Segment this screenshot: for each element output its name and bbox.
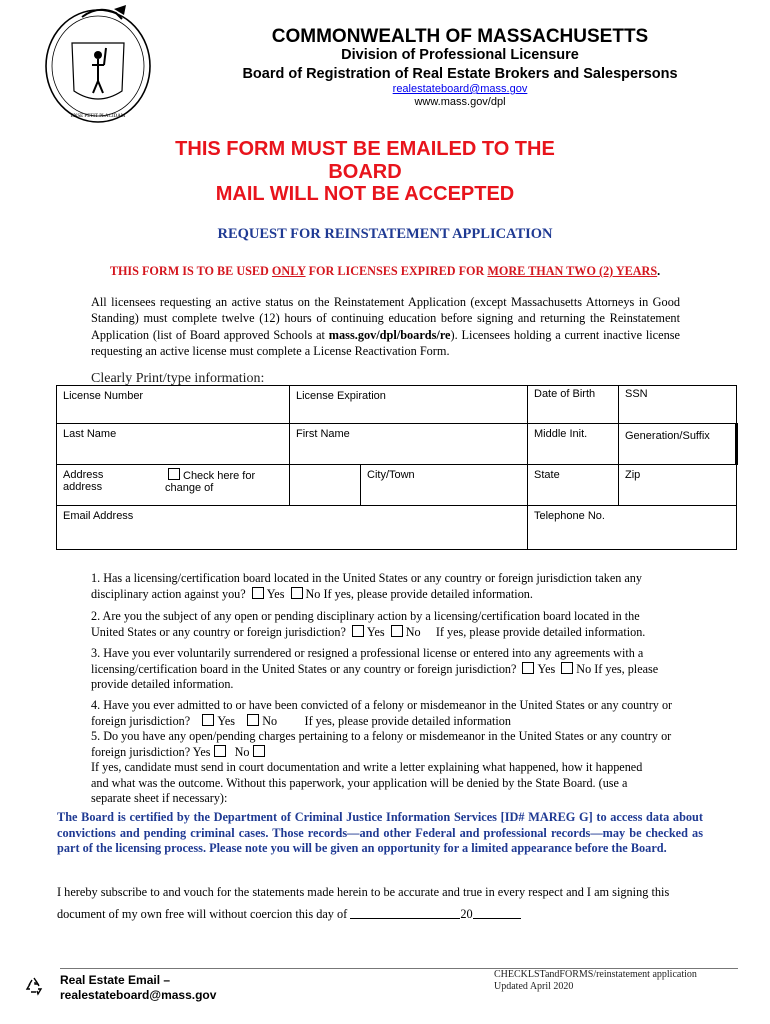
question-4: 4. Have you ever admitted to or have been convicted of a felony or misdemeanor in the United States or any country or foreign jurisdiction? Yes No If yes, please provide detailed information <box>91 698 673 728</box>
city-town-field[interactable]: City/Town <box>361 465 528 506</box>
date-of-birth-field[interactable]: Date of Birth <box>528 386 619 424</box>
state-field[interactable]: State <box>528 465 619 506</box>
year-blank[interactable] <box>473 907 521 919</box>
header-email-link[interactable]: realestateboard@mass.gov <box>392 83 528 95</box>
email-address-field[interactable]: Email Address <box>57 506 528 550</box>
change-of-address-checkbox[interactable] <box>168 468 180 480</box>
usage-notice: THIS FORM IS TO BE USED ONLY FOR LICENSES EXPIRED FOR MORE THAN TWO (2) YEARS. <box>109 264 661 278</box>
generation-suffix-field[interactable]: Generation/Suffix <box>619 424 737 465</box>
middle-init-field[interactable]: Middle Init. <box>528 424 619 465</box>
q5-yes-checkbox[interactable] <box>214 745 226 757</box>
q2-yes-checkbox[interactable] <box>352 625 364 637</box>
q2-no-checkbox[interactable] <box>391 625 403 637</box>
warning-line-3: MAIL WILL NOT BE ACCEPTED <box>215 183 515 205</box>
board-statement: The Board is certified by the Department of Criminal Justice Information Services [ID# MAREG G] to access data about convictions and pending criminal cases. Those records—and other Federal and professional records—may be checked as part of the licensing process. Please note you will be given an opportunity for a limited appearance before the Board. <box>57 810 703 856</box>
zip-field[interactable]: Zip <box>619 465 737 506</box>
footer-contact: Real Estate Email – realestateboard@mass.gov <box>60 973 217 1002</box>
last-name-field[interactable]: Last Name <box>57 424 290 465</box>
q1-no-checkbox[interactable] <box>291 587 303 599</box>
q3-yes-checkbox[interactable] <box>522 662 534 674</box>
ssn-field[interactable]: SSN <box>619 386 737 424</box>
footer-form-info: CHECKLSTandFORMS/reinstatement application Updated April 2020 <box>494 969 697 992</box>
warning-line-2: BOARD <box>328 161 402 183</box>
q1-yes-checkbox[interactable] <box>252 587 264 599</box>
page-title: COMMONWEALTH OF MASSACHUSETTS <box>271 26 649 47</box>
address-field[interactable]: Address address Check here for change of <box>57 465 290 506</box>
svg-text:ENSE PETIT PLACIDAM: ENSE PETIT PLACIDAM <box>70 114 126 119</box>
clearly-print-label: Clearly Print/type information: <box>91 371 265 386</box>
header-website: www.mass.gov/dpl <box>414 96 506 108</box>
q5-no-checkbox[interactable] <box>253 745 265 757</box>
day-blank[interactable] <box>350 907 460 919</box>
license-expiration-field[interactable]: License Expiration <box>290 386 528 424</box>
question-3: 3. Have you ever voluntarily surrendered or resigned a professional license or entered into any agreements with a licensing/certification board in the United States or any country or foreign jurisdiction? Yes No If yes, please provide detailed information. <box>91 646 659 691</box>
first-name-field[interactable]: First Name <box>290 424 528 465</box>
board-name: Board of Registration of Real Estate Brokers and Salespersons <box>242 66 678 82</box>
q3-no-checkbox[interactable] <box>561 662 573 674</box>
address-field-continued[interactable] <box>290 465 361 506</box>
applicant-info-table <box>56 385 738 550</box>
recycle-icon <box>24 976 44 996</box>
signature-date-line: document of my own free will without coercion this day of 20 <box>57 907 737 922</box>
intro-paragraph: All licensees requesting an active status on the Reinstatement Application (except Massachusetts Attorneys in Good Standing) must complete twelve (12) hours of continuing education before signing and returning the Reinstatement Application (list of Board approved Schools at mass.gov/dpl/boards/re). Licensees holding a current inactive license requesting an active license must complete a License Reactivation Form. <box>91 295 680 358</box>
warning-line-1: THIS FORM MUST BE EMAILED TO THE <box>175 138 555 160</box>
question-1: 1. Has a licensing/certification board located in the United States or any country or foreign jurisdiction taken any disciplinary action against you? Yes No If yes, please provide detailed information. <box>91 571 642 601</box>
massachusetts-seal-logo <box>42 3 154 125</box>
subscribe-statement: I hereby subscribe to and vouch for the statements made herein to be accurate and true in every respect and I am signing this <box>57 885 670 899</box>
license-number-field[interactable]: License Number <box>57 386 290 424</box>
division-name: Division of Professional Licensure <box>341 47 579 63</box>
form-title: REQUEST FOR REINSTATEMENT APPLICATION <box>217 226 553 242</box>
question-5: 5. Do you have any open/pending charges pertaining to a felony or misdemeanor in the United States or any country or foreign jurisdiction? Yes No If yes, candidate must send in court documentation and write a letter explaining what happened, how it happened and what was the outcome. Without this paperwork, your application will be denied by the State Board. (use a separate sheet if necessary): <box>91 729 672 805</box>
q4-yes-checkbox[interactable] <box>202 714 214 726</box>
question-2: 2. Are you the subject of any open or pending disciplinary action by a licensing/certification board located in the United States or any country or foreign jurisdiction? Yes No If yes, please provide detailed information. <box>91 609 646 639</box>
telephone-field[interactable]: Telephone No. <box>528 506 737 550</box>
q4-no-checkbox[interactable] <box>247 714 259 726</box>
